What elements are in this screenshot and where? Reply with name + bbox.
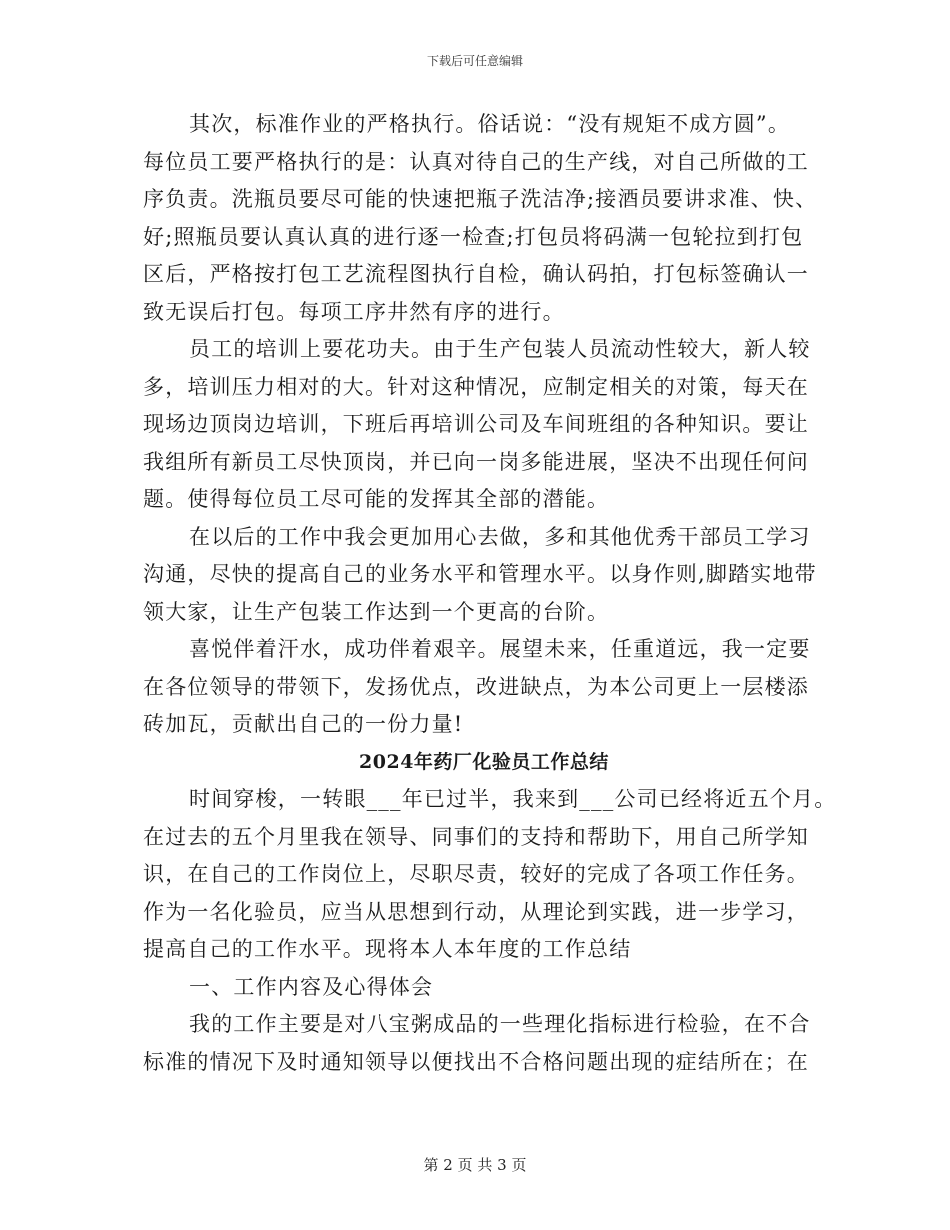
paragraph: [143, 1006, 809, 1081]
text-line: 领大家，让生产包装工作达到一个更高的台阶。: [143, 599, 610, 624]
text-line: 沟通，尽快的提高自己的业务水平和管理水平。以身作则,脚踏实地带: [143, 562, 817, 586]
text-line: 题。使得每位员工尽可能的发挥其全部的潜能。: [143, 487, 610, 511]
text-line: 现场边顶岗边培训，下班后再培训公司及车间班组的各种知识。要让: [143, 412, 809, 436]
subsection-heading: [143, 969, 809, 1007]
text-line: 识，在自己的工作岗位上，尽职尽责，较好的完成了各项工作任务。: [143, 862, 809, 886]
text-line: 提高自己的工作水平。现将本人本年度的工作总结: [143, 937, 632, 961]
text-line: 在各位领导的带领下，发扬优点，改进缺点，为本公司更上一层楼添: [143, 674, 809, 699]
paragraph: [143, 519, 817, 632]
paragraph: [143, 631, 809, 744]
text-line: 区后，严格按打包工艺流程图执行自检，确认码拍，打包标签确认一: [143, 262, 809, 286]
text-line: 致无误后打包。每项工序井然有序的进行。: [143, 299, 565, 324]
text-line: 我组所有新员工尽快顶岗，并已向一岗多能进展，坚决不出现任何问: [143, 449, 809, 474]
text-line: 在以后的工作中我会更加用心去做，多和其他优秀干部员工学习: [189, 524, 811, 549]
text-line: 每位员工要严格执行的是：认真对待自己的生产线，对自己所做的工: [143, 149, 809, 174]
text-line: 多，培训压力相对的大。针对这种情况，应制定相关的对策，每天在: [143, 374, 809, 399]
text-line: 作为一名化验员，应当从思想到行动，从理论到实践，进一步学习，: [143, 899, 809, 924]
text-line: 其次，标准作业的严格执行。俗话说：“没有规矩不成方圆”。: [189, 112, 791, 136]
text-line: 喜悦伴着汗水，成功伴着艰辛。展望未来，任重道远，我一定要: [189, 637, 811, 661]
text-line: 标准的情况下及时通知领导以便找出不合格问题出现的症结所在；在: [143, 1049, 809, 1074]
text-line: 我的工作主要是对八宝粥成品的一些理化指标进行检验，在不合: [189, 1012, 811, 1036]
text-line: 序负责。洗瓶员要尽可能的快速把瓶子洗洁净;接酒员要讲求准、快、: [143, 187, 818, 211]
document-body: [143, 106, 837, 1081]
text-line: 一、工作内容及心得体会: [189, 974, 434, 999]
text-line: 员工的培训上要花功夫。由于生产包装人员流动性较大，新人较: [189, 337, 811, 361]
text-line: 时间穿梭，一转眼___年已过半，我来到___公司已经将近五个月。: [189, 787, 837, 811]
page-footer: 第 2 页 共 3 页: [423, 1156, 527, 1174]
section-title: 2024年药厂化验员工作总结: [359, 750, 609, 773]
paragraph: [143, 781, 837, 969]
page-header: 下载后可任意编辑: [426, 54, 523, 68]
text-line: 在过去的五个月里我在领导、同事们的支持和帮助下，用自己所学知: [143, 824, 809, 849]
text-line: 砖加瓦，贡献出自己的一份力量!: [143, 712, 464, 736]
paragraph: [143, 331, 809, 519]
text-line: 好;照瓶员要认真认真的进行逐一检查;打包员将码满一包轮拉到打包: [143, 224, 804, 249]
paragraph: [143, 106, 818, 331]
